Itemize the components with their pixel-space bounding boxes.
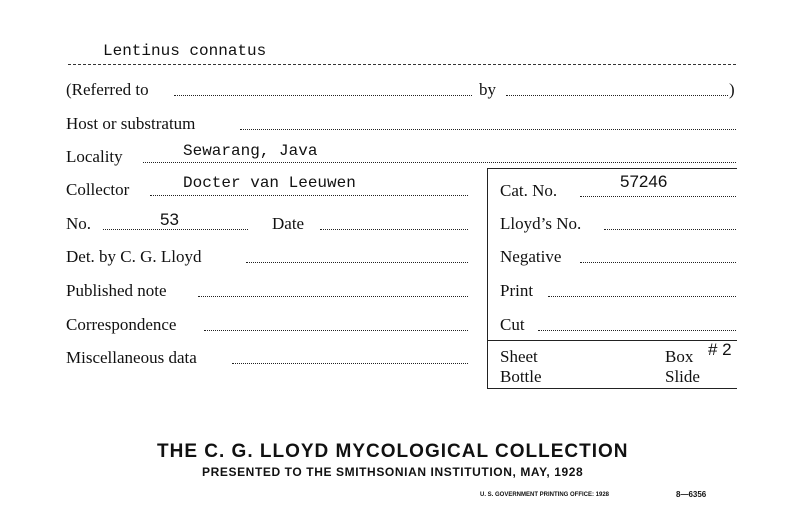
cat-no-label: Cat. No. [500, 181, 558, 200]
collection-subtitle: PRESENTED TO THE SMITHSONIAN INSTITUTION, MAY, 1928 [202, 465, 584, 479]
correspondence-label: Correspondence [66, 315, 177, 334]
species-rule [68, 64, 736, 65]
by-line [506, 95, 728, 96]
published-label: Published note [66, 281, 167, 300]
box-top-border [487, 168, 737, 169]
cat-no-line [580, 196, 736, 197]
referred-to-line [174, 95, 472, 96]
correspondence-line [204, 330, 468, 331]
locality-line [143, 162, 736, 163]
box-bottom-border [487, 388, 737, 389]
slide-label: Slide [665, 367, 700, 386]
species-name: Lentinus connatus [103, 42, 267, 60]
published-line [198, 296, 468, 297]
misc-line [232, 363, 468, 364]
lloyds-no-line [604, 229, 736, 230]
bottle-label: Bottle [500, 367, 542, 386]
lloyds-no-label: Lloyd’s No. [500, 214, 582, 233]
misc-label: Miscellaneous data [66, 348, 197, 367]
locality-value: Sewarang, Java [183, 142, 318, 160]
cut-label: Cut [500, 315, 525, 334]
collector-line [150, 195, 468, 196]
cat-no-value: 57246 [620, 172, 668, 191]
printer-imprint: U. S. GOVERNMENT PRINTING OFFICE: 1928 [480, 492, 610, 498]
negative-label: Negative [500, 247, 562, 266]
form-number: 8—6356 [676, 490, 707, 499]
date-label: Date [272, 214, 305, 233]
det-by-label: Det. by C. G. Lloyd [66, 247, 202, 266]
no-label: No. [66, 214, 92, 233]
collection-title: THE C. G. LLOYD MYCOLOGICAL COLLECTION [157, 441, 629, 462]
sheet-label: Sheet [500, 347, 538, 366]
box-divider [487, 340, 737, 341]
host-label: Host or substratum [66, 114, 196, 133]
no-value: 53 [160, 210, 179, 229]
cut-line [538, 330, 736, 331]
referred-to-label: (Referred to [66, 80, 149, 99]
collector-value: Docter van Leeuwen [183, 174, 356, 192]
locality-label: Locality [66, 147, 123, 166]
box-label: Box [665, 347, 694, 366]
date-line [320, 229, 468, 230]
negative-line [580, 262, 736, 263]
box-left-border [487, 168, 488, 388]
collector-label: Collector [66, 180, 130, 199]
print-label: Print [500, 281, 534, 300]
host-line [240, 129, 736, 130]
box-value: # 2 [708, 340, 732, 359]
print-line [548, 296, 736, 297]
det-by-line [246, 262, 468, 263]
by-label: by [479, 80, 496, 99]
close-paren: ) [729, 80, 735, 99]
